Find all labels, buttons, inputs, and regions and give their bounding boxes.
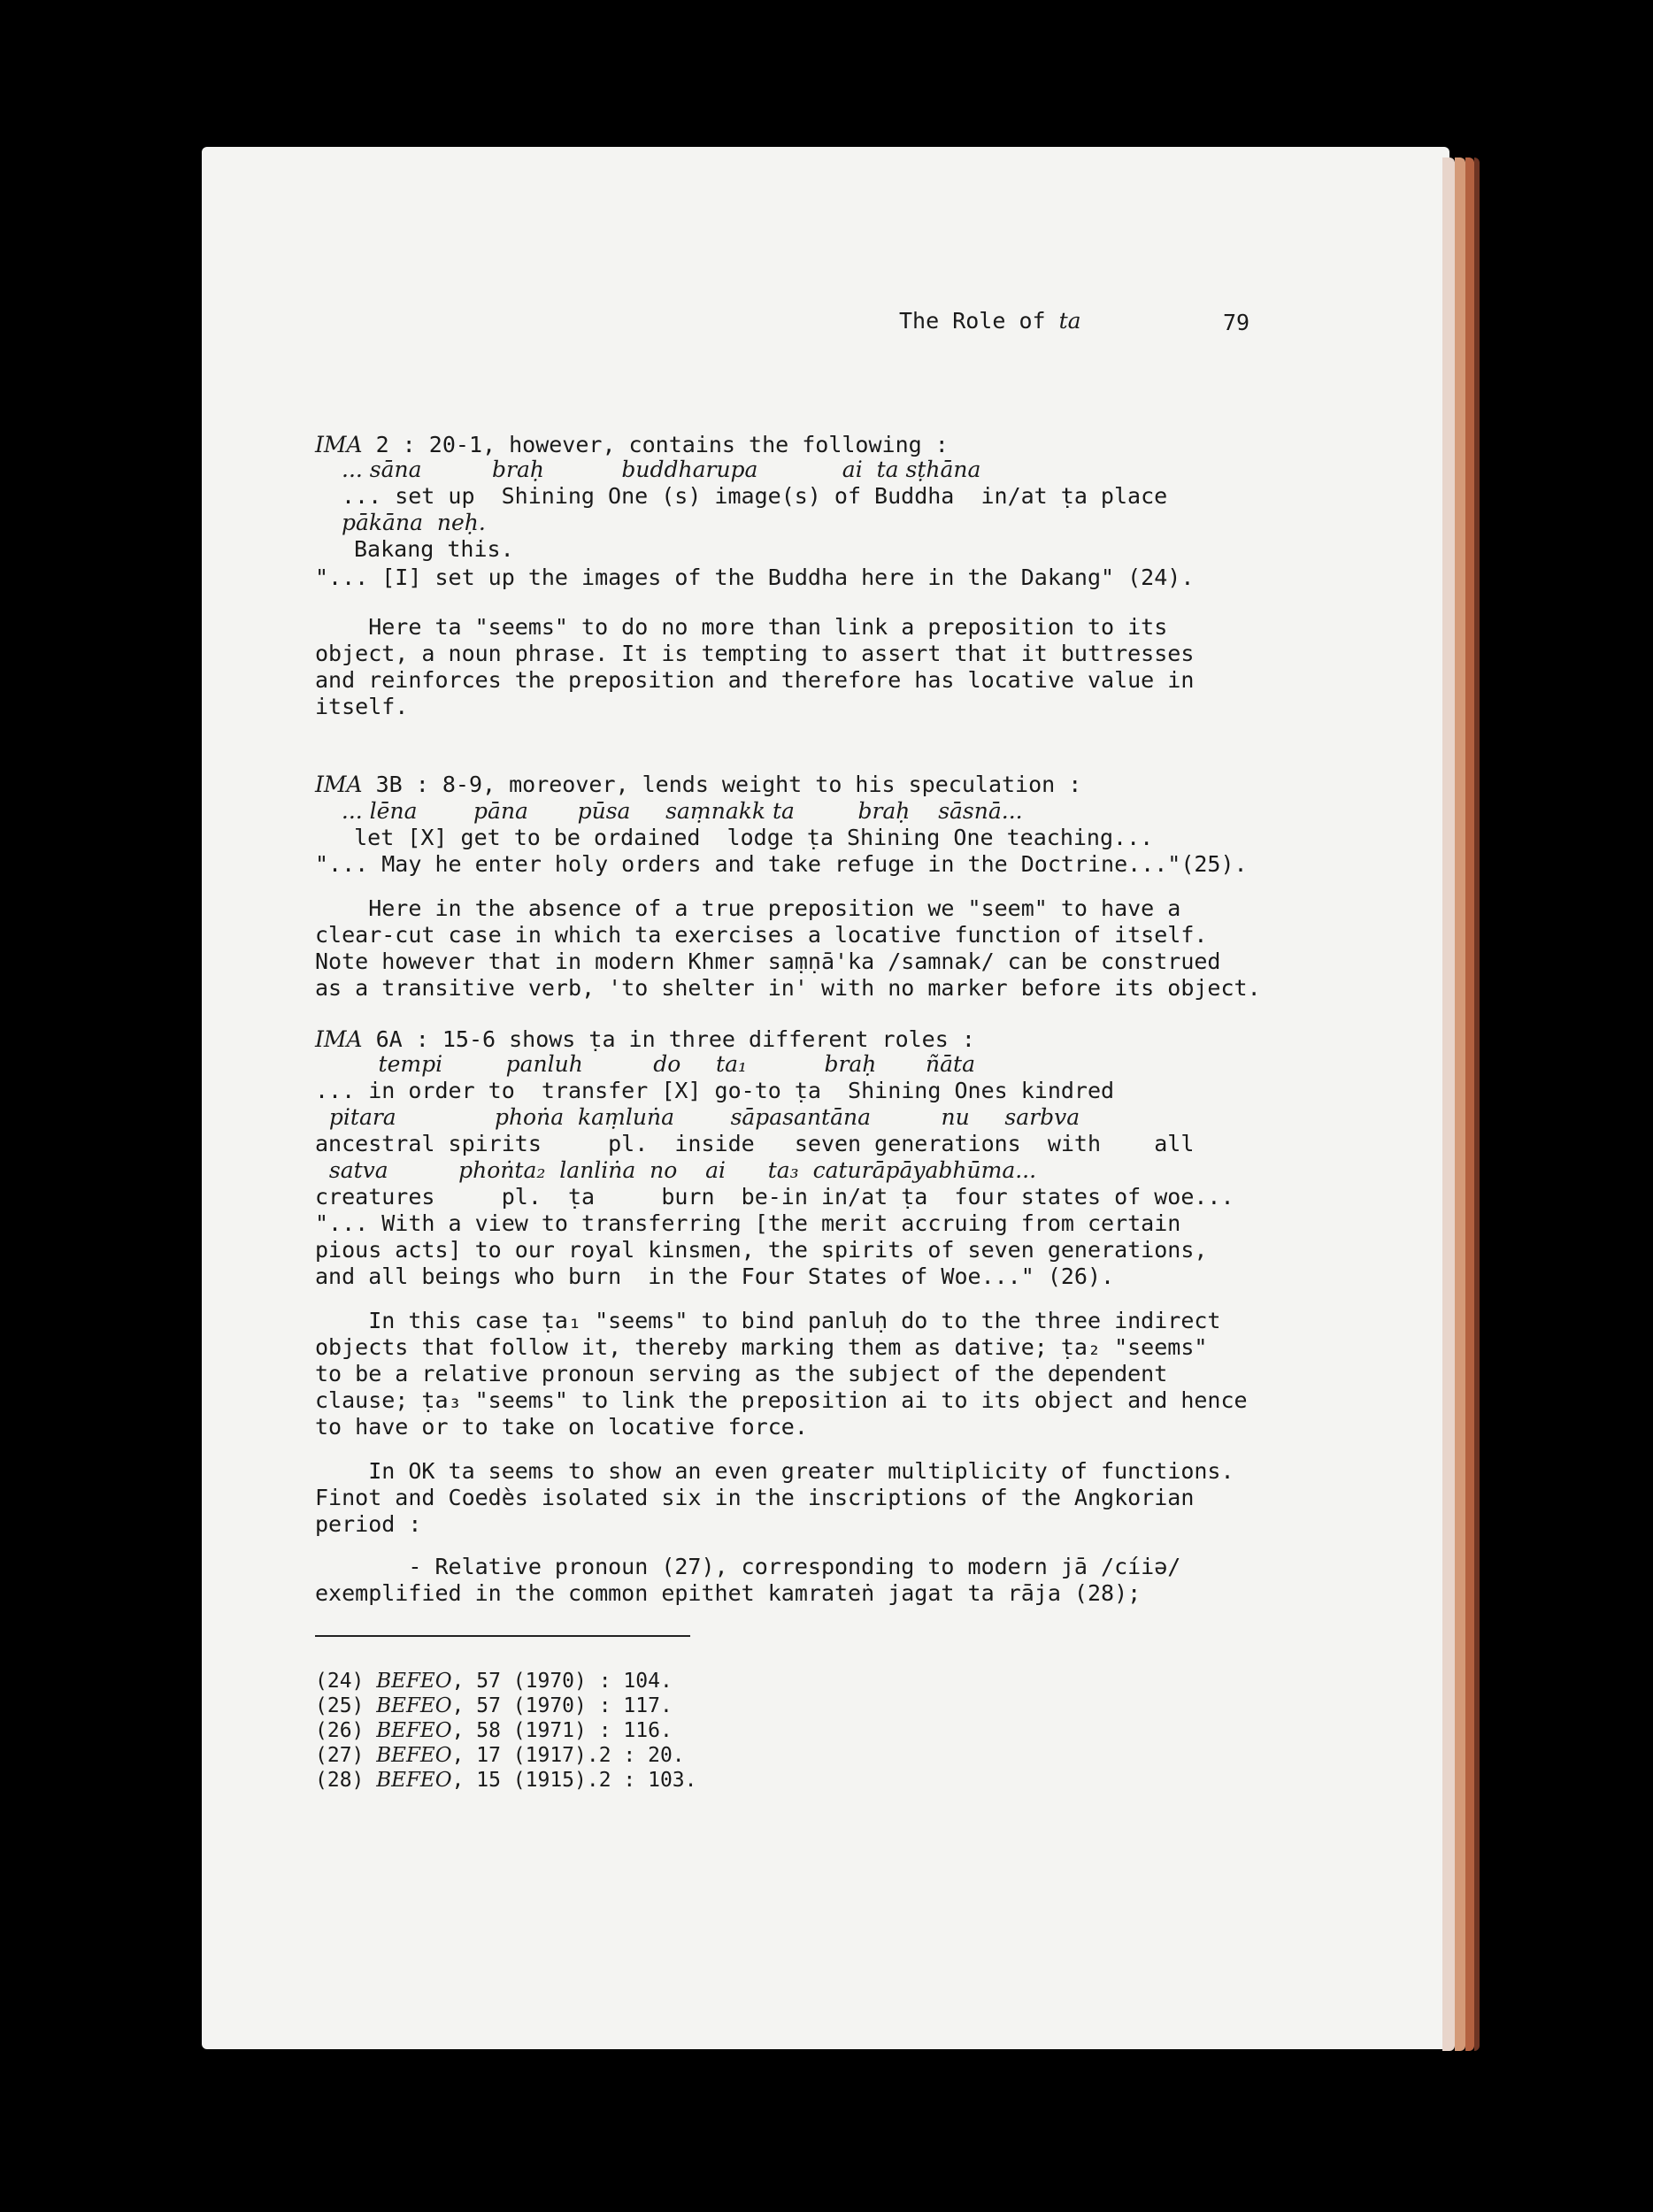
footnote: (27) BEFEO, 17 (1917).2 : 20. [315, 1744, 685, 1767]
paragraph-line: period : [315, 1511, 422, 1537]
paragraph-line: Here in the absence of a true preposition we "seem" to have a [315, 895, 1181, 921]
gloss-line: creatures pl. ṭa burn be-in in/at ṭa four states of woe... [315, 1184, 1234, 1210]
paragraph-line: clear-cut case in which ta exercises a locative function of itself. [315, 922, 1208, 948]
page-edge [1442, 157, 1455, 2051]
gloss-line: ... in order to transfer [X] go-to ṭa Shining Ones kindred [315, 1078, 1115, 1103]
paragraph-line: exemplified in the common epithet kamrateṅ jagat ta rāja (28); [315, 1580, 1142, 1606]
translation-line: "... [I] set up the images of the Buddha here in the Dakang" (24). [315, 565, 1195, 590]
transliteration-line: pitara phoṅa kaṃluṅa sāpasantāna nu sarbva [315, 1104, 1080, 1130]
translation-line: "... With a view to transferring [the merit accruing from certain [315, 1210, 1181, 1236]
running-header: The Role of ta [899, 308, 1081, 334]
footnote: (24) BEFEO, 57 (1970) : 104. [315, 1670, 673, 1693]
translation-line: and all beings who burn in the Four States of Woe..." (26). [315, 1263, 1115, 1289]
footnote: (26) BEFEO, 58 (1971) : 116. [315, 1719, 673, 1742]
transliteration-line: tempi panluh do ta₁ braḥ ñāta [315, 1051, 975, 1077]
footnote-rule [315, 1635, 690, 1637]
gloss-line: Bakang this. [354, 536, 514, 562]
translation-line: pious acts] to our royal kinsmen, the spirits of seven generations, [315, 1237, 1208, 1263]
footnote: (28) BEFEO, 15 (1915).2 : 103. [315, 1769, 697, 1792]
example-intro: IMA 6A : 15-6 shows ṭa in three different roles : [315, 1026, 975, 1052]
gloss-line: ancestral spirits pl. inside seven generations with all [315, 1131, 1195, 1156]
page-number: 79 [1223, 310, 1250, 335]
transliteration-line: ... sāna braḥ buddharupa ai ta sṭhāna [342, 457, 981, 482]
page-edge [1465, 157, 1474, 2051]
paragraph-line: - Relative pronoun (27), corresponding to modern jā /cíiə/ [315, 1554, 1181, 1579]
gloss-line: let [X] get to be ordained lodge ṭa Shining One teaching... [327, 825, 1154, 850]
paragraph-line: In OK ta seems to show an even greater multiplicity of functions. [315, 1458, 1234, 1484]
paragraph-line: clause; ṭa₃ "seems" to link the preposition ai to its object and hence [315, 1387, 1248, 1413]
paragraph-line: as a transitive verb, 'to shelter in' with no marker before its object. [315, 975, 1261, 1001]
paragraph-line: Here ta "seems" to do no more than link a preposition to its [315, 614, 1168, 640]
paragraph-line: In this case ṭa₁ "seems" to bind panluḥ do to the three indirect [315, 1308, 1221, 1333]
page-edge [1474, 157, 1480, 2051]
paragraph-line: to be a relative pronoun serving as the subject of the dependent [315, 1361, 1168, 1386]
paragraph-line: itself. [315, 694, 409, 719]
gloss-line: ... set up Shining One (s) image(s) of Buddha in/at ṭa place [342, 483, 1168, 509]
paragraph-line: objects that follow it, thereby marking them as dative; ṭa₂ "seems" [315, 1334, 1208, 1360]
paragraph-line: and reinforces the preposition and therefore has locative value in [315, 667, 1195, 693]
translation-line: "... May he enter holy orders and take refuge in the Doctrine..."(25). [315, 851, 1248, 877]
transliteration-line: pākāna neḥ. [342, 510, 486, 535]
paragraph-line: Finot and Coedès isolated six in the inscriptions of the Angkorian [315, 1485, 1195, 1510]
example-intro: IMA 3B : 8-9, moreover, lends weight to his speculation : [315, 772, 1082, 797]
page-edge [1455, 157, 1465, 2051]
transliteration-line: satva phoṅta₂ lanliṅa no ai ta₃ caturāpāyabhūma... [315, 1157, 1037, 1183]
transliteration-line: ... lēna pāna pūsa saṃnakk ta braḥ sāsnā... [327, 798, 1023, 824]
example-intro: IMA 2 : 20-1, however, contains the following : [315, 432, 949, 457]
paragraph-line: to have or to take on locative force. [315, 1414, 808, 1440]
paragraph-line: object, a noun phrase. It is tempting to assert that it buttresses [315, 641, 1195, 666]
paragraph-line: Note however that in modern Khmer saṃṇā'ka /samnak/ can be construed [315, 949, 1221, 974]
footnote: (25) BEFEO, 57 (1970) : 117. [315, 1694, 673, 1717]
